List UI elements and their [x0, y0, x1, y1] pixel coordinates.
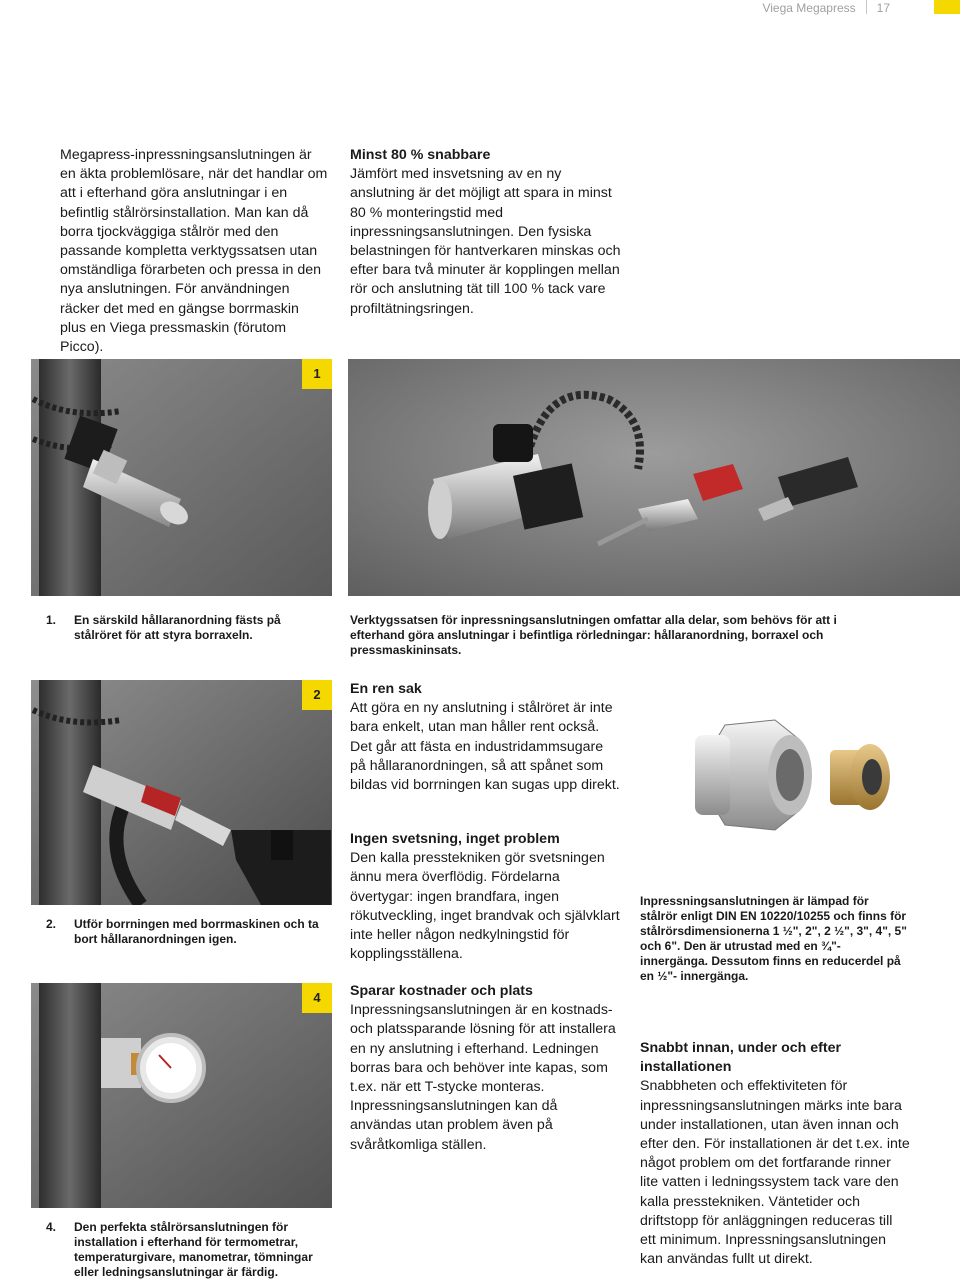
fast-section: [640, 1039, 912, 1269]
no-welding-text: Den kalla presstekniken gör svetsningen ännu mera överflödig. Fördelarna övertygar: ingen brandfara, ingen rökutveckling, inget brandvak och självklart inte heller någon nedkylningstid för kopplingsställena.: [350, 850, 620, 963]
figure-badge-1: 1: [302, 359, 332, 389]
figure-badge-2: 2: [302, 680, 332, 710]
caption-4: [46, 1220, 340, 1280]
caption-2-text: Utför borrningen med borrmaskinen och ta bort hållaranordningen igen.: [74, 917, 319, 946]
intro-paragraph: Megapress-inpressningsanslutningen är en äkta problemlösare, när det handlar om att i efterhand göra anslutningar i en befintlig stålrörsinstallation. Man kan då borra tjockväggiga stålrör med den passande kompletta verktygssatsen utan omständliga förarbeten och pressa in den nya anslutningen. För användningen räcker det med en gängse borrmaskin plus en Viega pressmaskin (förutom Picco).: [60, 147, 328, 356]
caption-2: [46, 917, 330, 947]
faster-section: [350, 146, 622, 319]
caption-4-number: 4.: [46, 1220, 57, 1234]
caption-kit: Verktygssatsen för inpressningsanslutningen omfattar alla delar, som behövs för att i efterhand göra anslutningar i befintliga rörledningar: hållaranordning, borraxel och pressmaskininsats.: [350, 613, 837, 657]
photo-tool-kit: [348, 359, 960, 596]
caption-1: [46, 613, 310, 643]
clean-heading: En ren sak: [350, 681, 422, 697]
photo-drilling: [31, 680, 332, 905]
fast-heading: Snabbt innan, under och efter installationen: [640, 1040, 842, 1076]
no-welding-heading: Ingen svetsning, inget problem: [350, 831, 560, 847]
clean-section: [350, 680, 622, 795]
caption-2-number: 2.: [46, 917, 57, 931]
header-divider: [866, 0, 867, 14]
no-welding-section: [350, 830, 622, 964]
caption-1-number: 1.: [46, 613, 57, 627]
suitable-paragraph: Inpressningsanslutningen är lämpad för stålrör enligt DIN EN 10220/10255 och finns för stålrörsdimensionerna 1 ½", 2", 2 ½", 3", 4", 5" och 6". Den är utrustad med en ¾"-innergänga. Dessutom finns en reducerdel på en ½"- innergänga.: [640, 894, 907, 983]
photo-fitting: [640, 700, 920, 850]
save-costs-heading: Sparar kostnader och plats: [350, 983, 533, 999]
save-costs-section: [350, 982, 622, 1155]
faster-text: Jämfört med insvetsning av en ny anslutning är det möjligt att spara in minst 80 % monteringstid med inpressningsanslutningen. Den fysiska belastningen för hantverkaren minskas och efter bara två minuter är kopplingen mellan rör och anslutning tät till 100 % tack vare profiltätningsringen.: [350, 166, 621, 317]
figure-badge-4: 4: [302, 983, 332, 1013]
photo-manometer: [31, 983, 332, 1208]
save-costs-text: Inpressningsanslutningen är en kostnads- och platssparande lösning för att installera en ny anslutning i efterhand. Ledningen borras bara och behöver inte kapas, som t.ex. när ett T-stycke monteras. Inpressningsanslutningen kan då användas utan problem även på svåråtkomliga ställen.: [350, 1002, 616, 1153]
caption-1-text: En särskild hållaranordning fästs på stålröret för att styra borraxeln.: [74, 613, 281, 642]
running-header: [762, 0, 890, 15]
page-number: 17: [876, 1, 890, 15]
faster-heading: Minst 80 % snabbare: [350, 147, 491, 163]
header-title: Viega Megapress: [762, 1, 856, 15]
caption-4-text: Den perfekta stålrörsanslutningen för installation i efterhand för termometrar, temperaturgivare, manometrar, tömningar eller ledningsanslutningar är färdig.: [74, 1220, 313, 1279]
fast-text: Snabbheten och effektiviteten för inpressningsanslutningen märks inte bara under installationen, utan även innan och efter den. För installationen är det t.ex. inte något problem om det fortfarande rinner lite vatten i ledningssystem tack vare den kalla presstekniken. Väntetider och driftstopp för anläggningen reduceras till ett minimum. Inpressningsanslutningen kan användas fullt ut direkt.: [640, 1078, 910, 1268]
clean-text: Att göra en ny anslutning i stålröret är inte bara enkelt, utan man håller rent också. Det går att fästa en industridammsugare på hållaranordningen, så att spånet som bildas vid borrningen kan sugas upp direkt.: [350, 700, 620, 794]
photo-holder-on-pipe: [31, 359, 332, 596]
header-accent-tab: [934, 0, 960, 14]
